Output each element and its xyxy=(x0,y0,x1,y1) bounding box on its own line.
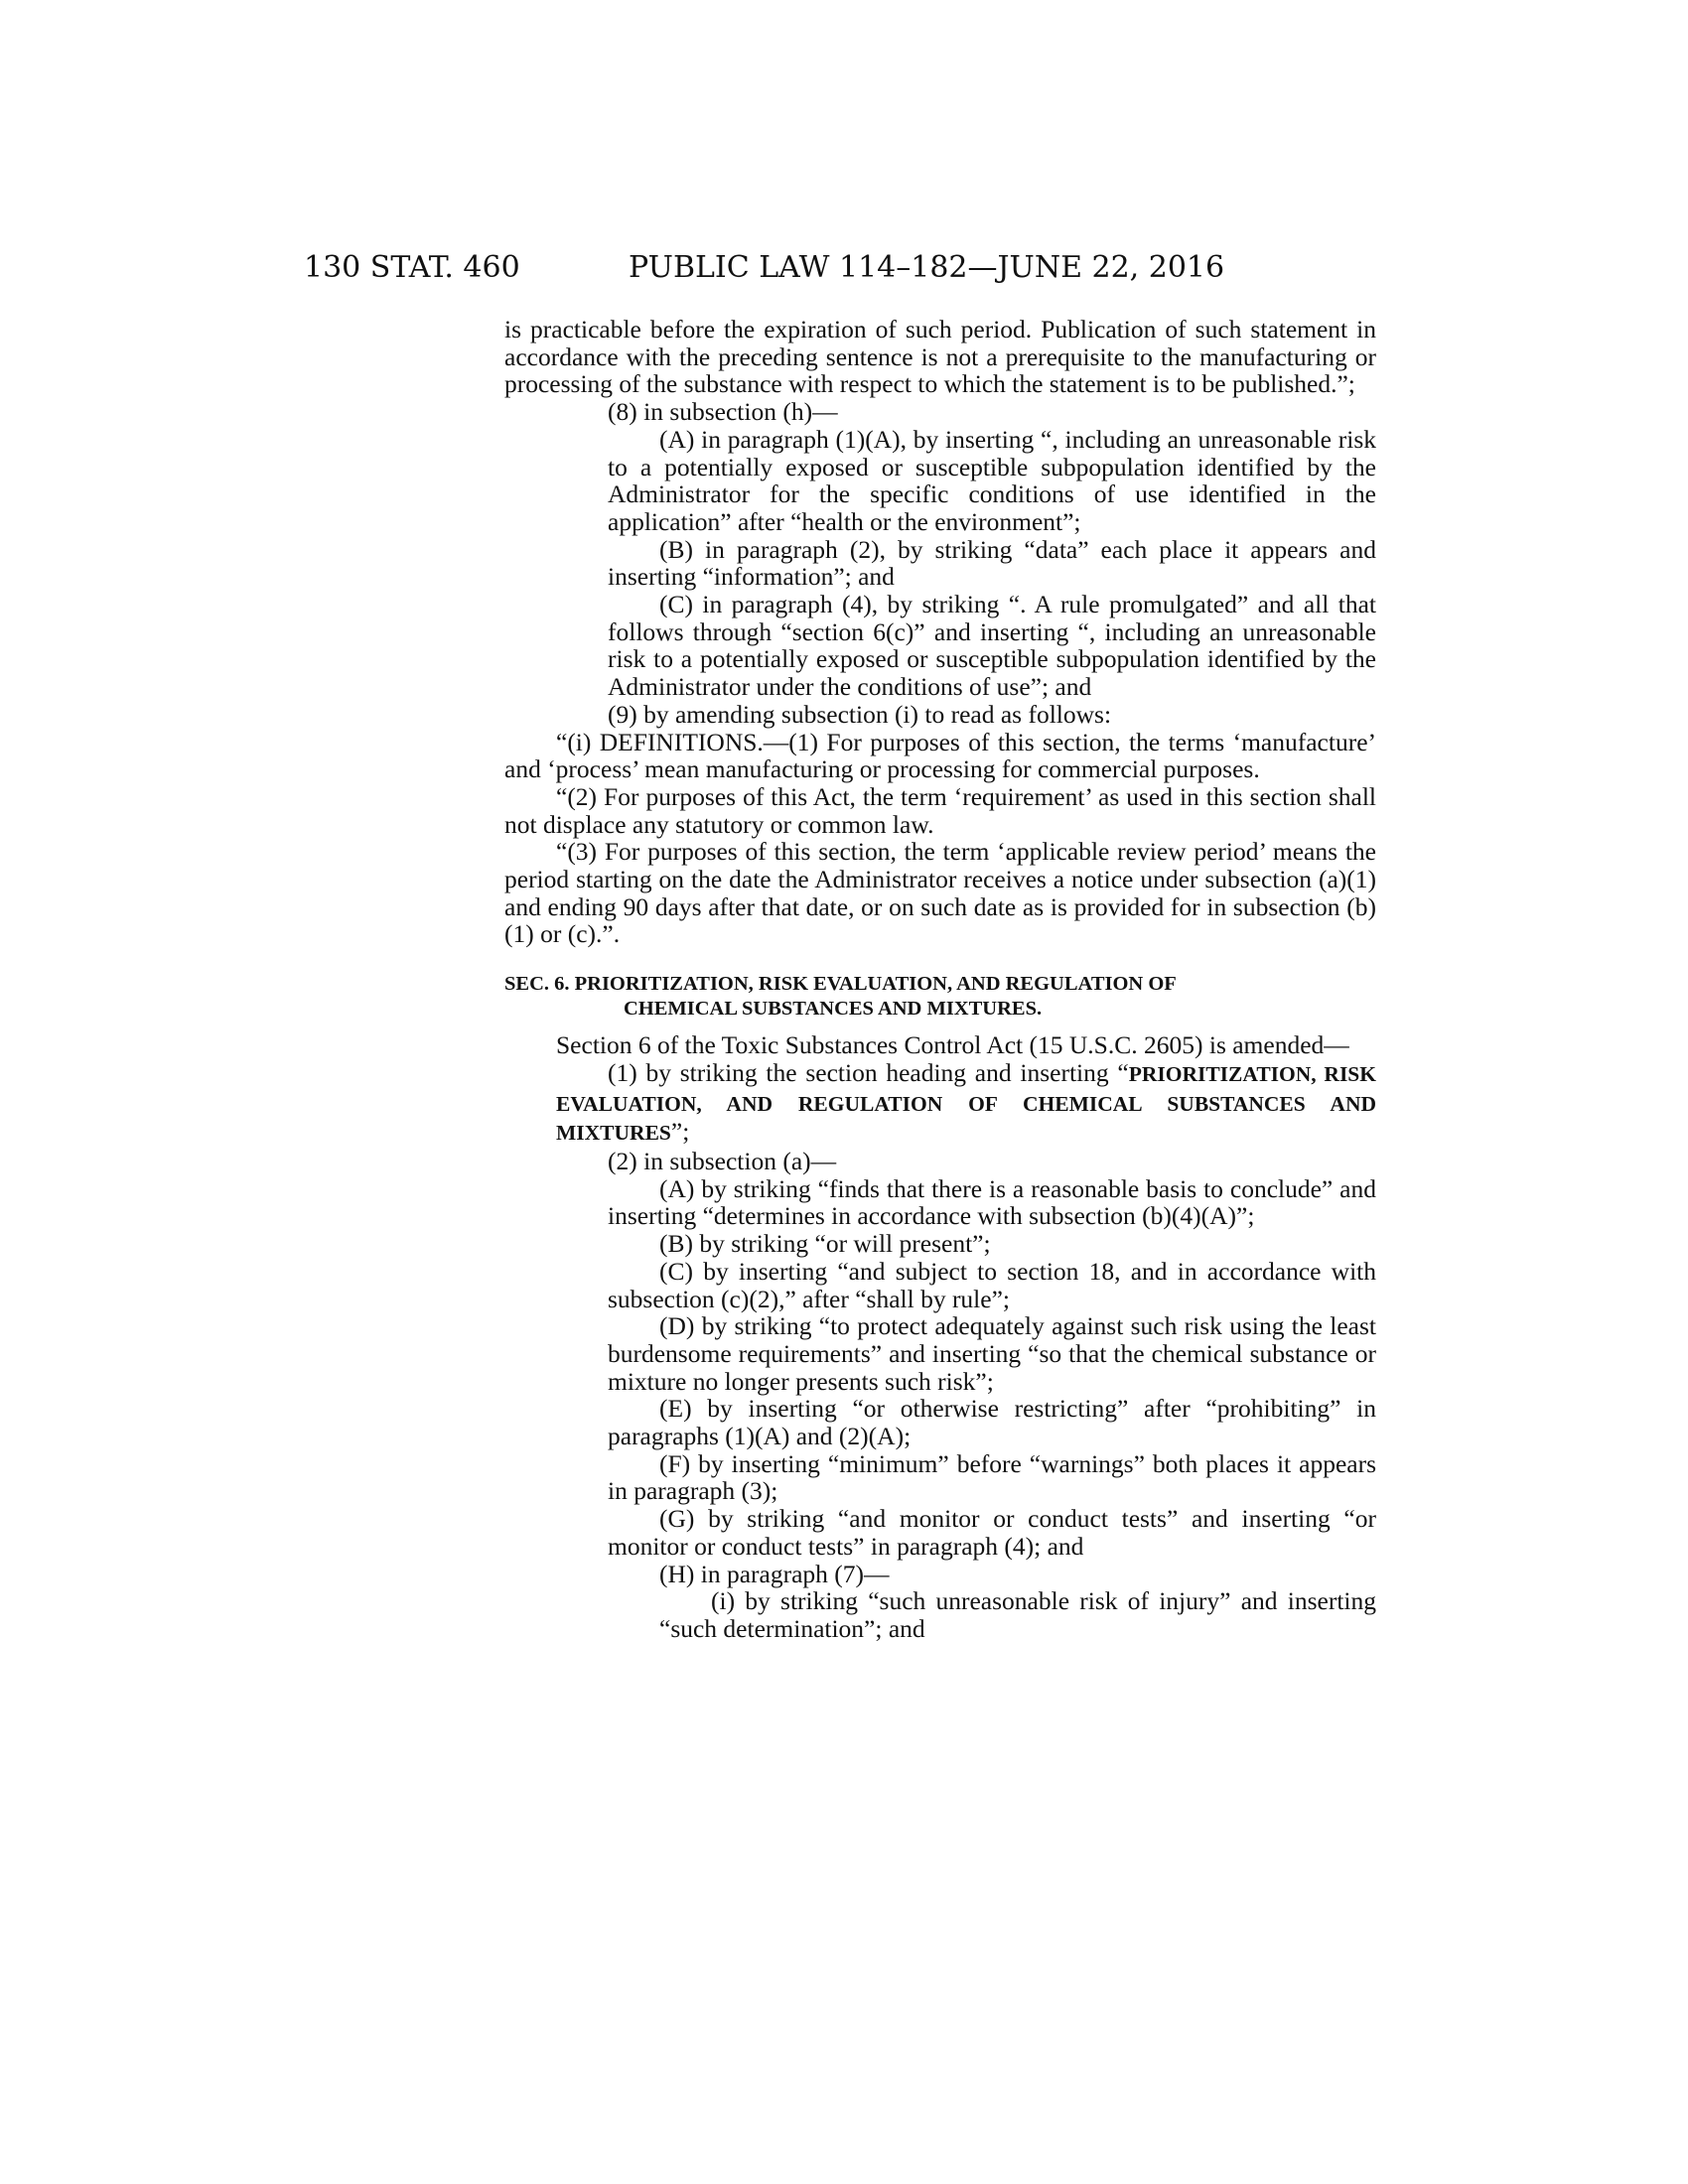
definitions-open-quote: “(i) xyxy=(556,727,600,756)
definitions-heading: DEFINITIONS xyxy=(599,727,758,756)
public-law-title: PUBLIC LAW 114–182—JUNE 22, 2016 xyxy=(629,250,1225,285)
paragraph-2-e: (E) by inserting “or otherwise restricting” after “prohibiting” in paragraphs (1)(A) and (2)(A); xyxy=(608,1394,1376,1451)
paragraph-8-b: (B) in paragraph (2), by striking “data” each place it appears and inserting “information”; and xyxy=(608,534,1376,592)
paragraph-2-g: (G) by striking “and monitor or conduct tests” and inserting “or monitor or conduct tests” in paragraph (4); and xyxy=(608,1504,1376,1561)
paragraph-2-h-i: (i) by striking “such unreasonable risk of injury” and inserting “such determination”; and xyxy=(659,1586,1376,1643)
document-body xyxy=(504,316,1376,1643)
paragraph-2-d: (D) by striking “to protect adequately against such risk using the least burdensome requirements” and inserting “so that the chemical substance or mixture no longer presents such risk”; xyxy=(608,1311,1376,1396)
paragraph-2: (2) in subsection (a)— xyxy=(608,1146,837,1175)
paragraph-definitions-3: “(3) For purposes of this section, the term ‘applicable review period’ means the period starting on the date the Administrator receives a notice under subsection (a)(1) and ending 90 days after that date, or on such date as is provided for in subsection (b)(1) or (c).”. xyxy=(504,837,1376,949)
paragraph-1-close: ”; xyxy=(670,1117,690,1147)
paragraph-1 xyxy=(504,1059,1376,1148)
paragraph-2-a: (A) by striking “finds that there is a reasonable basis to conclude” and inserting “determines in accordance with subsection (b)(4)(A)”; xyxy=(608,1173,1376,1231)
section-heading-line1: SEC. 6. PRIORITIZATION, RISK EVALUATION, AND REGULATION OF xyxy=(504,973,1177,996)
paragraph-1-text: (1) by striking the section heading and inserting “ xyxy=(608,1057,1129,1087)
section-6-intro: Section 6 of the Toxic Substances Control Act (15 U.S.C. 2605) is amended— xyxy=(556,1030,1349,1060)
paragraph-1-heading: PRIORITIZATION, RISK EVALUATION, AND REGULATION OF CHEMICAL SUBSTANCES AND MIXTURES xyxy=(556,1061,1376,1146)
paragraph-9: (9) by amending subsection (i) to read as follows: xyxy=(608,699,1112,729)
paragraph-definitions-1 xyxy=(504,729,1376,783)
paragraph-2-f: (F) by inserting “minimum” before “warnings” both places it appears in paragraph (3); xyxy=(608,1448,1376,1506)
section-heading-line2: CHEMICAL SUBSTANCES AND MIXTURES. xyxy=(624,998,1043,1021)
paragraph-2-h: (H) in paragraph (7)— xyxy=(659,1559,890,1588)
paragraph-2-c: (C) by inserting “and subject to section 18, and in accordance with subsection (c)(2),” after “shall by rule”; xyxy=(608,1256,1376,1313)
paragraph-8-c: (C) in paragraph (4), by striking “. A rule promulgated” and all that follows through “section 6(c)” and inserting “, including an unreasonable risk to a potentially exposed or susceptible subpopulation identified by the Administrator under the conditions of use”; and xyxy=(608,590,1376,702)
definitions-text: .—(1) For purposes of this section, the terms ‘manufacture’ and ‘process’ mean manufacturing or processing for commercial purposes. xyxy=(504,727,1377,784)
paragraph-continuation: is practicable before the expiration of such period. Publication of such statement in accordance with the preceding sentence is not a prerequisite to the manufacturing or processing of the substance with respect to which the statement is to be published.”; xyxy=(504,315,1376,399)
paragraph-2-b: (B) by striking “or will present”; xyxy=(659,1229,991,1259)
paragraph-8-a: (A) in paragraph (1)(A), by inserting “, including an unreasonable risk to a potentially exposed or susceptible subpopulation identified by the Administrator for the specific conditions of use identified in the application” after “health or the environment”; xyxy=(608,424,1376,536)
paragraph-8: (8) in subsection (h)— xyxy=(608,397,838,427)
statute-page-number: 130 STAT. 460 xyxy=(304,250,520,285)
section-heading xyxy=(504,972,1376,1022)
paragraph-definitions-2: “(2) For purposes of this Act, the term ‘requirement’ as used in this section shall not displace any statutory or common law. xyxy=(504,781,1376,839)
